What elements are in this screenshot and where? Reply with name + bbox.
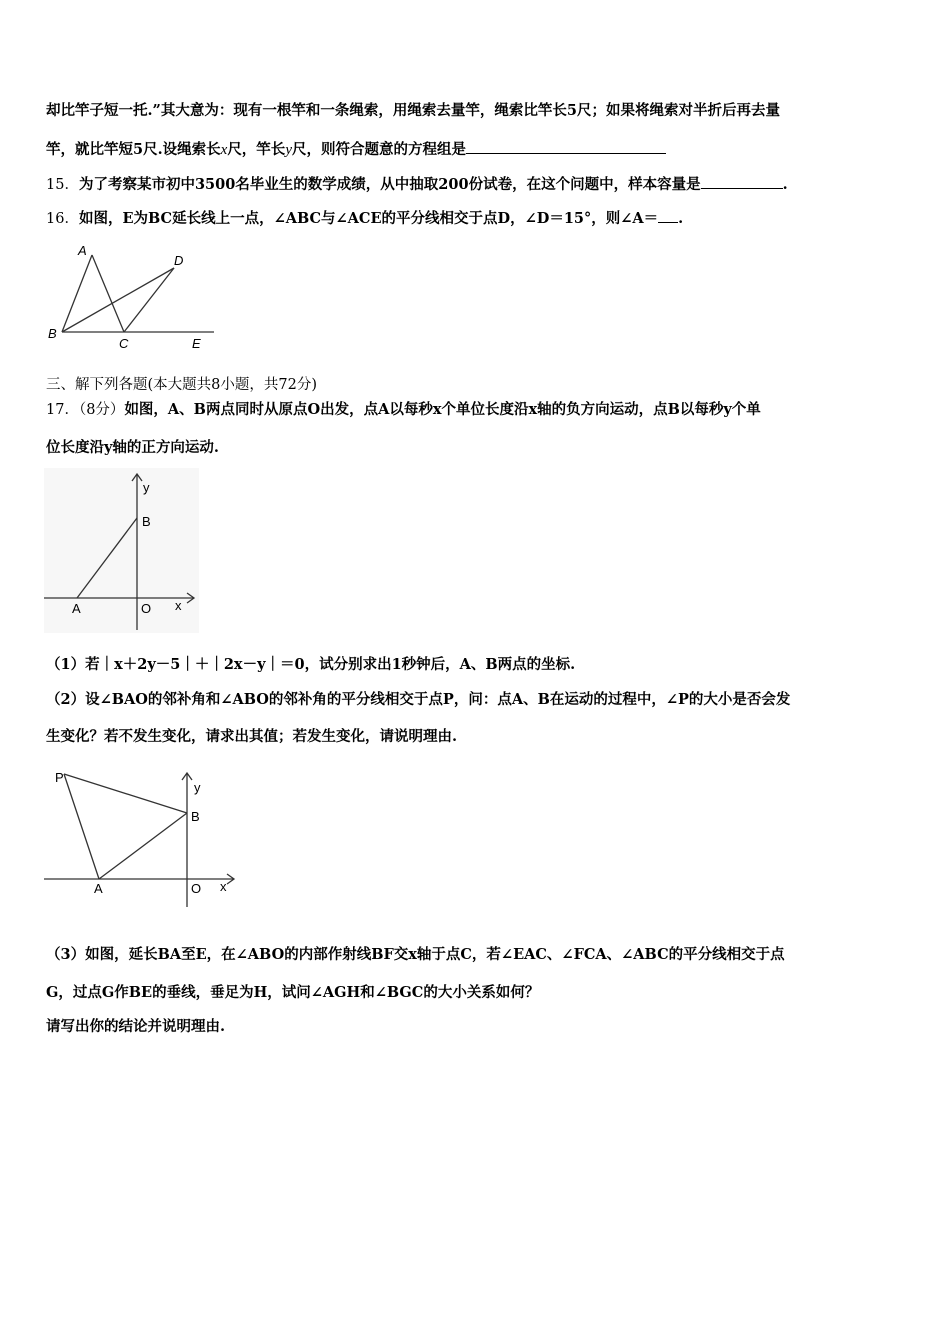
text-line-1: 却比竿子短一托.”其大意为：现有一根竿和一条绳索，用绳索去量竿，绳索比竿长5尺；如果将绳索对半折后再去量 [46, 102, 780, 119]
answer-blank-15[interactable] [701, 174, 783, 189]
figure-axes-pab [44, 765, 244, 910]
figure-axes-ab [44, 468, 199, 633]
answer-blank-16[interactable] [658, 208, 678, 223]
label-b: B [142, 514, 151, 529]
figure-triangle-abc [44, 240, 224, 355]
part-3-line-2: G，过点G作BE的垂线，垂足为H，试问∠AGH和∠BGC的大小关系如何？ [46, 984, 540, 1001]
label-y: y [143, 480, 150, 495]
label-o: O [141, 601, 152, 616]
label-x: x [175, 598, 182, 613]
label-a: A [72, 601, 81, 616]
part-3-line-3: 请写出你的结论并说明理由. [46, 1018, 226, 1035]
question-16: 16．如图，E为BC延长线上一点，∠ABC与∠ACE的平分线相交于点D，∠D＝15°，则∠A＝ . [46, 210, 684, 227]
question-17-line-2: 位长度沿y轴的正方向运动. [46, 439, 219, 456]
text-line-2: 竿，就比竿短5尺.设绳索长x尺，竿长y尺，则符合题意的方程组是 [46, 139, 666, 160]
question-17-line-1: 17．（8分）如图，A、B两点同时从原点O出发，点A以每秒x个单位长度沿x轴的负方向运动，点B以每秒y个单 [46, 401, 761, 418]
label-y: y [194, 780, 201, 795]
question-15: 15．为了考察某市初中3500名毕业生的数学成绩，从中抽取200份试卷，在这个问题中，样本容量是 . [46, 176, 788, 193]
label-o: O [191, 881, 202, 896]
label-e: E [192, 336, 201, 351]
label-c: C [119, 336, 129, 351]
part-2-line-1: （2）设∠BAO的邻补角和∠ABO的邻补角的平分线相交于点P，问：点A、B在运动的过程中，∠P的大小是否会发 [46, 691, 791, 708]
part-1: （1）若｜x＋2y－5｜＋｜2x－y｜＝0，试分别求出1秒钟后，A、B两点的坐标. [46, 656, 576, 673]
part-3-line-1: （3）如图，延长BA至E，在∠ABO的内部作射线BF交x轴于点C，若∠EAC、∠FCA、∠ABC的平分线相交于点 [46, 946, 785, 963]
label-a: A [94, 881, 103, 896]
label-b: B [191, 809, 200, 824]
label-x: x [220, 879, 227, 894]
label-b: B [48, 326, 57, 341]
label-p: P [55, 770, 64, 785]
answer-blank-14[interactable] [466, 139, 666, 154]
label-a: A [78, 243, 87, 258]
part-2-line-2: 生变化？若不发生变化，请求出其值；若发生变化，请说明理由. [46, 728, 458, 745]
label-d: D [174, 253, 184, 268]
section-3-heading: 三、解下列各题(本大题共8小题，共72分) [46, 377, 317, 393]
